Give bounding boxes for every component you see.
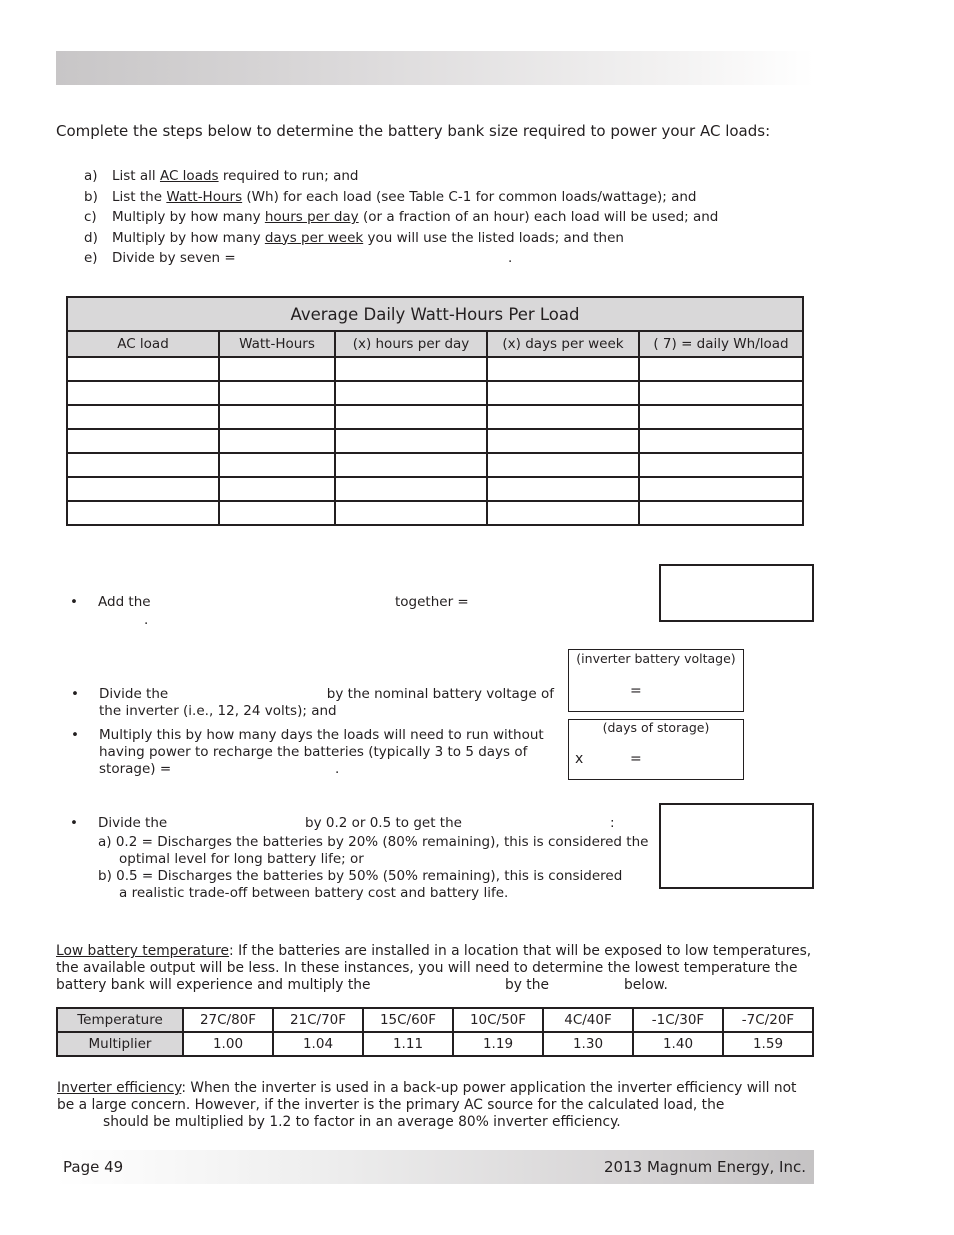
- table-cell: -7C/20F: [723, 1008, 813, 1032]
- table-cell: -1C/30F: [633, 1008, 723, 1032]
- bullet-discharge: • Divide the by 0.2 or 0.5 to get the : a) 0.2 = Discharges the batteries by 20% (80% remaining), this is considered the optimal level for long battery life; or b) 0.5 = Discharges the batteries by 50% (50% remaining), this is considered a realistic trade-off between battery cost and battery life.: [70, 815, 649, 901]
- step-item: e) Divide by seven = .: [84, 250, 513, 266]
- table-cell: 1.04: [273, 1032, 363, 1056]
- daily-watt-hours-table: [66, 296, 804, 526]
- bullet-dot: •: [71, 727, 79, 743]
- voltage-answer-box[interactable]: (inverter battery voltage) =: [568, 649, 744, 712]
- table-cell[interactable]: [219, 477, 335, 501]
- table-cell[interactable]: [67, 453, 219, 477]
- copyright: 2013 Magnum Energy, Inc.: [604, 1158, 806, 1176]
- table-cell[interactable]: [219, 381, 335, 405]
- table-cell[interactable]: [487, 453, 639, 477]
- table-cell: 1.11: [363, 1032, 453, 1056]
- table-cell[interactable]: [639, 477, 803, 501]
- table-cell[interactable]: [487, 477, 639, 501]
- table-row: [67, 453, 803, 477]
- table-title: Average Daily Watt-Hours Per Load: [67, 297, 803, 331]
- bullet-dot: •: [70, 815, 78, 831]
- table-cell[interactable]: [639, 501, 803, 525]
- column-header: ( 7) = daily Wh/load: [639, 331, 803, 357]
- table-row: [57, 1032, 813, 1056]
- table-cell[interactable]: [67, 429, 219, 453]
- table-cell[interactable]: [335, 477, 487, 501]
- table-cell[interactable]: [219, 357, 335, 381]
- table-cell[interactable]: [639, 429, 803, 453]
- table-cell: 15C/60F: [363, 1008, 453, 1032]
- table-cell[interactable]: [67, 381, 219, 405]
- table-cell[interactable]: [487, 501, 639, 525]
- table-cell: 1.40: [633, 1032, 723, 1056]
- column-header: (x) hours per day: [335, 331, 487, 357]
- table-row: [67, 429, 803, 453]
- table-cell[interactable]: [335, 429, 487, 453]
- step-item: a) List all AC loads required to run; and: [84, 168, 359, 184]
- battery-bank-answer-box[interactable]: [659, 803, 814, 889]
- header-bar: [56, 51, 814, 85]
- low-temp-paragraph: Low battery temperature: If the batteries are installed in a location that will be exposed to low temperatures, the available output will be less. In these instances, you will need to determine the lowest temperature the battery bank will experience and multiply the by the below.: [56, 943, 812, 993]
- inverter-efficiency-paragraph: Inverter efficiency: When the inverter is used in a back-up power application the inverter efficiency will not be a large concern. However, if the inverter is the primary AC source for the calculated load, the should be multiplied by 1.2 to factor in an average 80% inverter efficiency.: [57, 1080, 797, 1130]
- table-cell: 21C/70F: [273, 1008, 363, 1032]
- table-row: [67, 405, 803, 429]
- table-cell[interactable]: [67, 405, 219, 429]
- page-number: Page 49: [63, 1158, 124, 1176]
- step-item: d) Multiply by how many days per week you will use the listed loads; and then: [84, 229, 624, 246]
- storage-answer-box[interactable]: (days of storage) x =: [568, 719, 744, 780]
- bullet-dot: •: [70, 594, 78, 610]
- step-item: b) List the Watt-Hours (Wh) for each load (see Table C-1 for common loads/wattage); and: [84, 188, 697, 205]
- column-header: AC load: [67, 331, 219, 357]
- column-header: (x) days per week: [487, 331, 639, 357]
- table-cell[interactable]: [335, 405, 487, 429]
- column-header: Watt-Hours: [219, 331, 335, 357]
- table-cell: 1.59: [723, 1032, 813, 1056]
- table-cell: 10C/50F: [453, 1008, 543, 1032]
- table-cell[interactable]: [219, 429, 335, 453]
- table-cell[interactable]: [67, 477, 219, 501]
- table-cell[interactable]: [639, 405, 803, 429]
- table-cell: 1.00: [183, 1032, 273, 1056]
- row-header: Multiplier: [57, 1032, 183, 1056]
- table-cell[interactable]: [487, 357, 639, 381]
- table-cell[interactable]: [219, 501, 335, 525]
- table-cell[interactable]: [639, 453, 803, 477]
- row-header: Temperature: [57, 1008, 183, 1032]
- table-row: [67, 357, 803, 381]
- table-cell: 1.19: [453, 1032, 543, 1056]
- table-cell[interactable]: [487, 381, 639, 405]
- step-item: c) Multiply by how many hours per day (or a fraction of an hour) each load will be used; and: [84, 209, 719, 225]
- table-cell[interactable]: [335, 357, 487, 381]
- table-cell[interactable]: [335, 453, 487, 477]
- table-cell: 27C/80F: [183, 1008, 273, 1032]
- steps-list: [84, 166, 718, 269]
- table-cell[interactable]: [335, 501, 487, 525]
- table-cell: 1.30: [543, 1032, 633, 1056]
- table-cell: 4C/40F: [543, 1008, 633, 1032]
- bullet-days-storage: • Multiply this by how many days the loads will need to run without having power to recharge the batteries (typically 3 to 5 days of storage) = .: [71, 727, 544, 777]
- table-row: [67, 381, 803, 405]
- bullet-dot: •: [71, 686, 79, 702]
- table-cell[interactable]: [487, 429, 639, 453]
- table-cell[interactable]: [487, 405, 639, 429]
- temperature-multiplier-table: [56, 1007, 814, 1057]
- total-wh-answer-box[interactable]: [659, 564, 814, 622]
- table-cell[interactable]: [639, 357, 803, 381]
- table-row: [67, 501, 803, 525]
- intro-text: Complete the steps below to determine the battery bank size required to power your AC loads:: [56, 122, 771, 140]
- table-row: [57, 1008, 813, 1032]
- table-cell[interactable]: [219, 405, 335, 429]
- table-cell[interactable]: [67, 501, 219, 525]
- table-cell[interactable]: [639, 381, 803, 405]
- table-row: [67, 477, 803, 501]
- table-cell[interactable]: [335, 381, 487, 405]
- table-cell[interactable]: [219, 453, 335, 477]
- table-cell[interactable]: [67, 357, 219, 381]
